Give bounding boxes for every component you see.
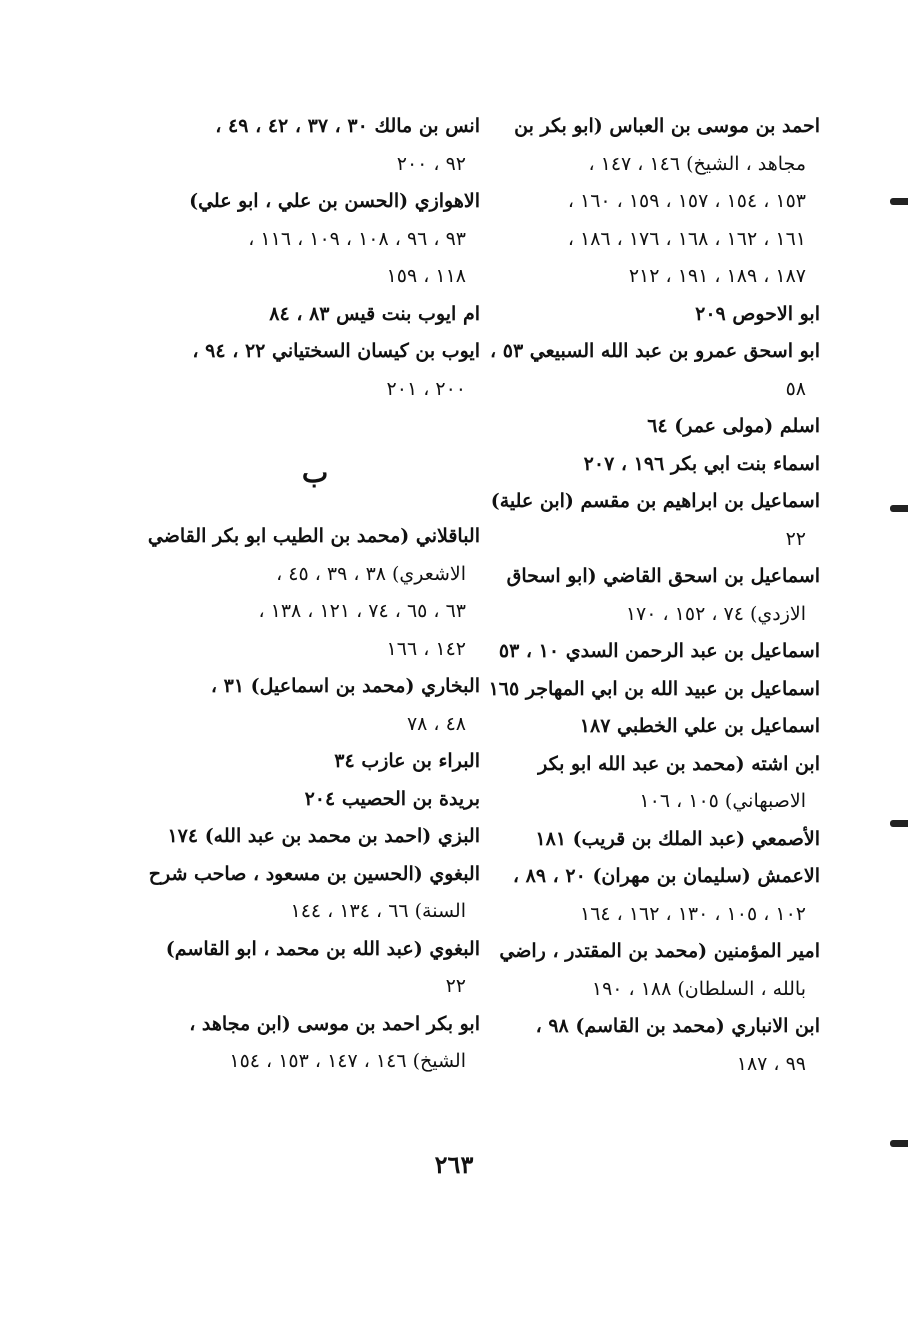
index-entry-continuation: الشيخ) ١٤٦ ، ١٤٧ ، ١٥٣ ، ١٥٤ xyxy=(229,1050,466,1072)
index-entry xyxy=(498,1008,820,1083)
index-entry xyxy=(147,518,480,668)
index-entry-heading: ايوب بن كيسان السختياني ٢٢ ، ٩٤ ، xyxy=(192,340,480,362)
index-entry xyxy=(498,446,820,484)
index-entry xyxy=(498,558,820,633)
index-entry-continuation: ٩٩ ، ١٨٧ xyxy=(736,1052,806,1075)
index-entry-continuation: ٥٨ xyxy=(785,377,806,400)
index-entry-heading: اسماعيل بن ابراهيم بن مقسم (ابن علية) xyxy=(490,490,820,512)
index-entry-continuation: ١١٨ ، ١٥٩ xyxy=(386,265,466,287)
index-entry-continuation: ١٠٢ ، ١٠٥ ، ١٣٠ ، ١٦٢ ، ١٦٤ xyxy=(580,902,806,925)
index-entry xyxy=(490,483,820,558)
index-entry xyxy=(498,296,820,334)
index-entry xyxy=(150,818,480,856)
index-entry-continuation: مجاهد ، الشيخ) ١٤٦ ، ١٤٧ ، xyxy=(588,152,806,175)
index-entries-ba xyxy=(147,518,480,1081)
index-entry-continuation: ٢٢ xyxy=(445,975,466,997)
index-entry-heading: اسماعيل بن اسحق القاضي (ابو اسحاق xyxy=(506,565,820,587)
index-entry xyxy=(498,708,820,746)
index-column-left xyxy=(147,108,480,1081)
margin-mark xyxy=(890,505,908,512)
index-column-right xyxy=(488,108,820,1083)
index-entry-heading: البغوي (الحسين بن مسعود ، صاحب شرح xyxy=(148,862,480,885)
index-entry-continuation: ٤٨ ، ٧٨ xyxy=(406,712,466,735)
index-entry-heading: امير المؤمنين (محمد بن المقتدر ، راضي xyxy=(499,940,820,962)
index-entry-continuation: ١٦١ ، ١٦٢ ، ١٦٨ ، ١٧٦ ، ١٨٦ ، xyxy=(567,227,806,250)
index-entry xyxy=(498,746,820,821)
section-letter-heading: ب xyxy=(301,456,329,489)
index-entry-continuation: ١٨٧ ، ١٨٩ ، ١٩١ ، ٢١٢ xyxy=(628,265,806,287)
index-entry-heading: ابن الانباري (محمد بن القاسم) ٩٨ ، xyxy=(535,1015,820,1037)
index-entry xyxy=(498,408,820,446)
index-entry-heading: ابو بكر احمد بن موسى (ابن مجاهد ، xyxy=(189,1012,480,1035)
margin-mark xyxy=(890,820,908,827)
index-entry-continuation: ٩٢ ، ٢٠٠ xyxy=(396,152,466,175)
index-entry-continuation: الاشعري) ٣٨ ، ٣٩ ، ٤٥ ، xyxy=(276,562,466,585)
index-entry-heading: اسلم (مولى عمر) ٦٤ xyxy=(647,415,820,437)
index-entry-heading: اسماء بنت ابي بكر ١٩٦ ، ٢٠٧ xyxy=(583,452,820,475)
index-entry-heading: ابو اسحق عمرو بن عبد الله السبيعي ٥٣ ، xyxy=(490,340,820,362)
index-entry xyxy=(150,183,480,296)
index-entry-heading: اسماعيل بن علي الخطبي ١٨٧ xyxy=(579,715,820,737)
index-entry xyxy=(498,108,820,296)
index-entry-continuation: بالله ، السلطان) ١٨٨ ، ١٩٠ xyxy=(591,977,806,1000)
index-entry-continuation: ١٤٢ ، ١٦٦ xyxy=(386,637,466,660)
index-entry-continuation: ٢٠٠ ، ٢٠١ xyxy=(386,377,466,400)
index-entry-heading: ابو الاحوص ٢٠٩ xyxy=(695,302,820,325)
index-entry-continuation: ٢٢ xyxy=(785,527,806,550)
index-entry xyxy=(488,671,820,709)
index-entry xyxy=(150,668,480,743)
index-entry xyxy=(150,296,480,334)
index-entry xyxy=(150,781,480,819)
index-entries-alif-continued xyxy=(150,108,480,408)
index-entry-continuation: ١٥٣ ، ١٥٤ ، ١٥٧ ، ١٥٩ ، ١٦٠ ، xyxy=(567,190,806,212)
margin-mark xyxy=(890,198,908,205)
index-entry-heading: اسماعيل بن عبيد الله بن ابي المهاجر ١٦٥ xyxy=(488,677,820,700)
index-entry-heading: الأصمعي (عبد الملك بن قريب) ١٨١ xyxy=(535,827,820,850)
index-entry xyxy=(150,1006,480,1081)
index-entry xyxy=(490,333,820,408)
index-entry xyxy=(150,333,480,408)
margin-mark xyxy=(890,1140,908,1147)
index-entry-heading: البغوي (عبد الله بن محمد ، ابو القاسم) xyxy=(165,937,480,960)
index-entry-heading: احمد بن موسى بن العباس (ابو بكر بن xyxy=(514,115,820,137)
index-entry-heading: البخاري (محمد بن اسماعيل) ٣١ ، xyxy=(210,675,480,697)
index-entry-continuation: ٦٣ ، ٦٥ ، ٧٤ ، ١٢١ ، ١٣٨ ، xyxy=(258,600,466,622)
index-entry-heading: بريدة بن الحصيب ٢٠٤ xyxy=(304,787,480,810)
page-number: ٢٦٣ xyxy=(434,1150,474,1179)
index-entry xyxy=(498,858,820,933)
index-entry xyxy=(150,856,480,931)
index-entry xyxy=(150,743,480,781)
index-entry-heading: انس بن مالك ٣٠ ، ٣٧ ، ٤٢ ، ٤٩ ، xyxy=(215,115,480,137)
index-entry-heading: البزي (احمد بن محمد بن عبد الله) ١٧٤ xyxy=(167,825,480,847)
index-entry xyxy=(498,633,820,671)
index-entry-heading: اسماعيل بن عبد الرحمن السدي ١٠ ، ٥٣ xyxy=(498,640,820,662)
index-entry-heading: الاعمش (سليمان بن مهران) ٢٠ ، ٨٩ ، xyxy=(512,865,820,887)
index-entry-heading: البراء بن عازب ٣٤ xyxy=(334,750,480,772)
index-entry-continuation: الاصبهاني) ١٠٥ ، ١٠٦ xyxy=(639,790,806,812)
index-entry-continuation: الازدي) ٧٤ ، ١٥٢ ، ١٧٠ xyxy=(625,602,806,625)
index-entry-heading: الباقلاني (محمد بن الطيب ابو بكر القاضي xyxy=(147,525,480,547)
index-entry-continuation: ٩٣ ، ٩٦ ، ١٠٨ ، ١٠٩ ، ١١٦ ، xyxy=(248,227,466,250)
index-entry xyxy=(498,933,820,1008)
index-entry-continuation: السنة) ٦٦ ، ١٣٤ ، ١٤٤ xyxy=(290,900,466,922)
index-entry-heading: الاهوازي (الحسن بن علي ، ابو علي) xyxy=(189,190,480,212)
index-entry xyxy=(498,821,820,859)
index-entry xyxy=(150,108,480,183)
index-entry-heading: ابن اشته (محمد بن عبد الله ابو بكر xyxy=(538,752,820,775)
index-entry xyxy=(150,931,480,1006)
index-entry-heading: ام ايوب بنت قيس ٨٣ ، ٨٤ xyxy=(269,302,480,325)
